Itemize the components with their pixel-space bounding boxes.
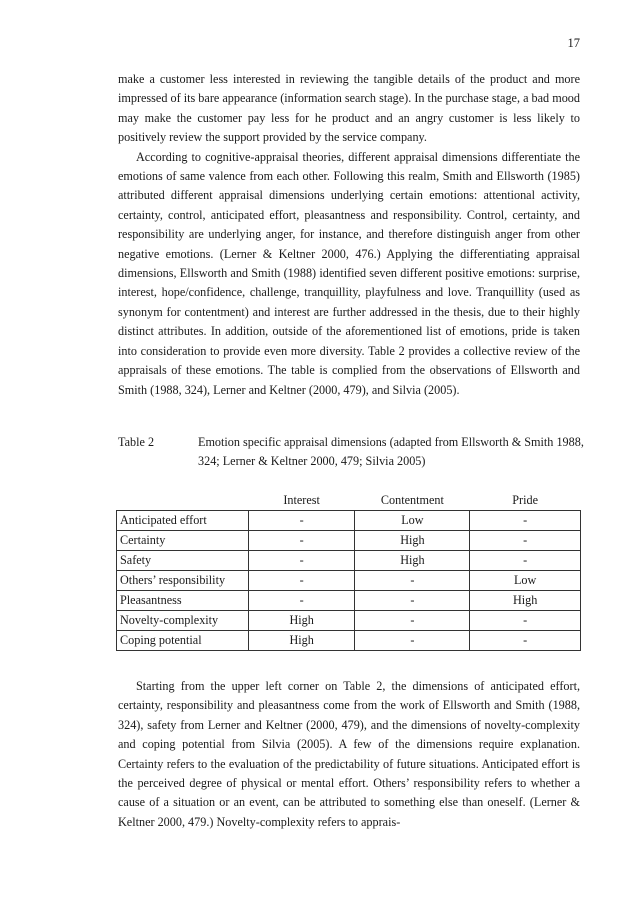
row-label: Pleasantness	[117, 591, 249, 611]
paragraph-appraisal-theories: According to cognitive-appraisal theories, different appraisal dimensions differentiate the emotions of same valence from each other. Following this realm, Smith and Ellsworth (1985) attributed different appraisal dimensions underlying certain emotions: attentional activity, certainty, control, anticipated effort, pleasantness and responsibility. Control, certainty, and responsibility are underlying anger, for instance, and therefore distinguish anger from other negative emotions. (Lerner & Keltner 2000, 476.) Applying the differentiating appraisal dimensions, Ellsworth and Smith (1988) identified seven different positive emotions: surprise, interest, hope/confidence, challenge, tranquillity, playfulness and love. Tranquillity (used as synonym for contentment) and interest are further addressed in the thesis, due to their highly distinct attributes. In addition, outside of the aforementioned list of emotions, pride is taken into consideration to provide even more diversity. Table 2 provides a collective review of the appraisals of these emotions. The table is complied from the observations of Ellsworth and Smith (1988, 324), Lerner and Keltner (2000, 479), and Silvia (2005).	[118, 149, 580, 397]
table-cell: -	[248, 591, 355, 611]
table-caption-text: Emotion specific appraisal dimensions (adapted from Ellsworth & Smith 1988, 324; Lerner & Keltner 2000, 479; Silvia 2005)	[198, 435, 584, 469]
body-text-top	[118, 70, 580, 400]
row-label: Certainty	[117, 531, 249, 551]
row-label: Coping potential	[117, 631, 249, 651]
table-cell: High	[355, 551, 470, 571]
table-cell: -	[248, 551, 355, 571]
table-row	[117, 551, 581, 571]
table-cell: -	[470, 511, 581, 531]
table-row	[117, 631, 581, 651]
paragraph-continuation: make a customer less interested in reviewing the tangible details of the product and more impressed of its bare appearance (information search stage). In the purchase stage, a bad mood may make the customer pay less for he product and an angry customer is less likely to positively review the support provided by the service company.	[118, 72, 580, 145]
table-cell: High	[470, 591, 581, 611]
table-cell: -	[355, 611, 470, 631]
row-label: Novelty-complexity	[117, 611, 249, 631]
table-header-cell: Interest	[248, 490, 355, 511]
table-cell: Low	[355, 511, 470, 531]
table-header-cell: Contentment	[355, 490, 470, 511]
table-row	[117, 511, 581, 531]
row-label: Others’ responsibility	[117, 571, 249, 591]
paragraph-dimension-explanations: Starting from the upper left corner on Table 2, the dimensions of anticipated effort, certainty, responsibility and pleasantness come from the work of Ellsworth and Smith (1988, 324), safety from Lerner and Keltner (2000, 479), and the dimensions of novelty-complexity and coping potential from Silvia (2005). A few of the dimensions require explanation. Certainty refers to the evaluation of the predictability of future situations. Anticipated effort is the perceived degree of physical or mental effort. Others’ responsibility refers to whether a cause of a situation or an event, can be attributed to something else than oneself. (Lerner & Keltner 2000, 479.) Novelty-complexity refers to apprais-	[118, 679, 580, 829]
table-cell: -	[248, 571, 355, 591]
table-cell: -	[470, 531, 581, 551]
table-cell: -	[470, 611, 581, 631]
table-row	[117, 571, 581, 591]
table-cell: -	[355, 591, 470, 611]
table-row	[117, 611, 581, 631]
table-cell: High	[248, 611, 355, 631]
table-cell: -	[470, 631, 581, 651]
table-cell: -	[470, 551, 581, 571]
table-cell: -	[248, 531, 355, 551]
table-header-cell: Pride	[470, 490, 581, 511]
table-row	[117, 591, 581, 611]
table-cell: -	[355, 571, 470, 591]
page-number: 17	[567, 36, 580, 50]
table-cell: Low	[470, 571, 581, 591]
body-text-bottom	[118, 677, 580, 832]
row-label: Safety	[117, 551, 249, 571]
table-cell: High	[355, 531, 470, 551]
appraisal-dimensions-table	[116, 490, 581, 651]
table-header-cell	[117, 490, 249, 511]
table-cell: High	[248, 631, 355, 651]
table-row	[117, 531, 581, 551]
row-label: Anticipated effort	[117, 511, 249, 531]
table-label: Table 2	[118, 435, 155, 449]
table-header-row	[117, 490, 581, 511]
table-cell: -	[248, 511, 355, 531]
table-cell: -	[355, 631, 470, 651]
